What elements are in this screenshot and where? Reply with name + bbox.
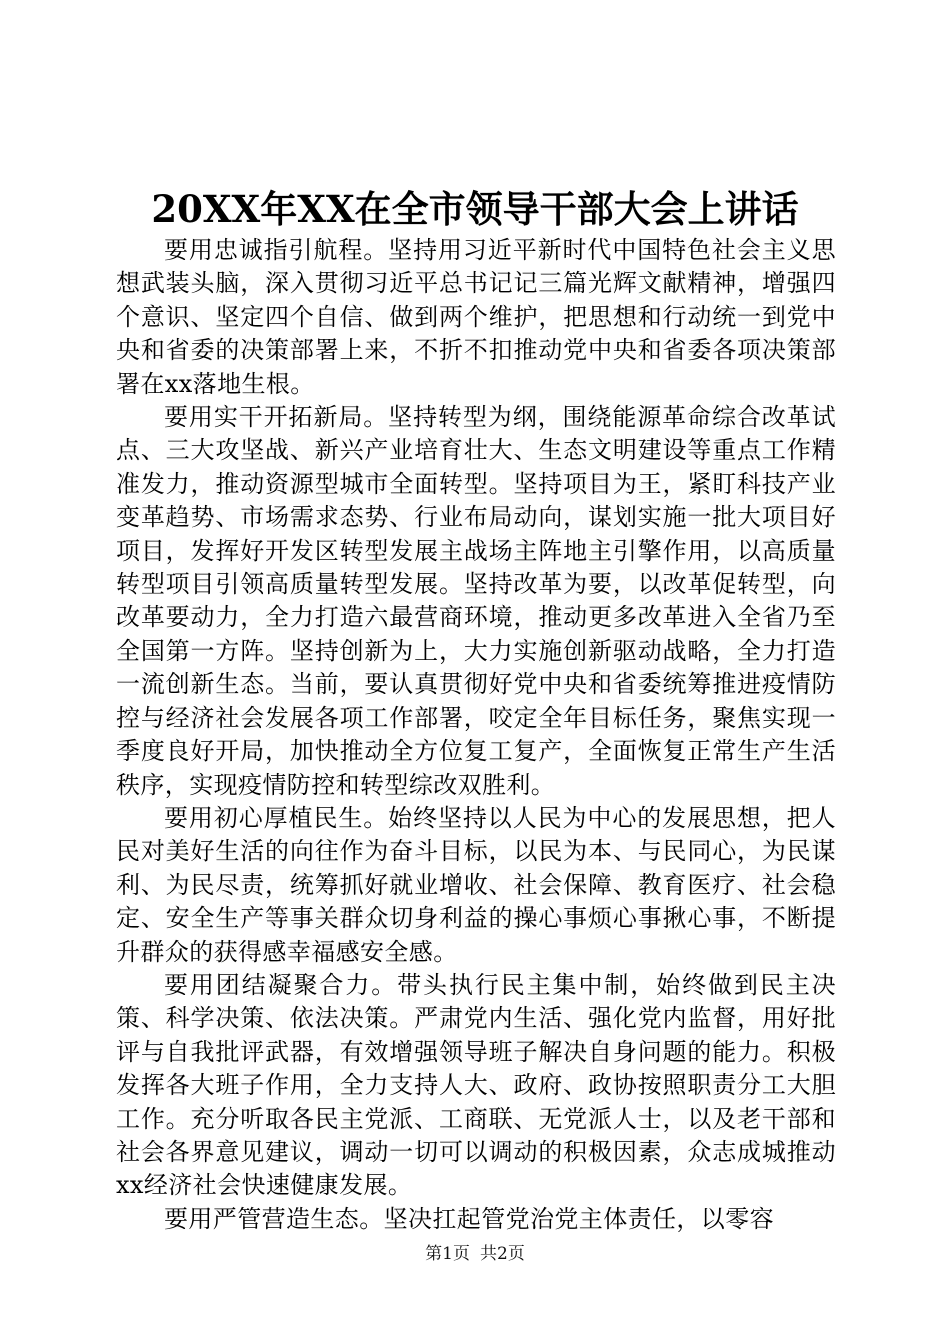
page-footer: [0, 1243, 950, 1265]
paragraph-strict-management: 要用严管营造生态。坚决扛起管党治党主体责任，以零容: [164, 1204, 774, 1233]
paragraph-livelihood: 要用初心厚植民生。始终坚持以人民为中心的发展思想，把人民对美好生活的向往作为奋斗目标，以民为本、与民同心，为民谋利、为民尽责，统筹抓好就业增收、社会保障、教育医疗、社会稳定、安全生产等事关群众切身利益的操心事烦心事揪心事，不断提升群众的获得感幸福感安全感。: [116, 803, 836, 966]
paragraph-practical-work: 要用实干开拓新局。坚持转型为纲，围绕能源革命综合改革试点、三大攻坚战、新兴产业培育壮大、生态文明建设等重点工作精准发力，推动资源型城市全面转型。坚持项目为王，紧盯科技产业变革趋势、市场需求态势、行业布局动向，谋划实施一批大项目好项目，发挥好开发区转型发展主战场主阵地主引擎作用，以高质量转型项目引领高质量转型发展。坚持改革为要，以改革促转型，向改革要动力，全力打造六最营商环境，推动更多改革进入全省乃至全国第一方阵。坚持创新为上，大力实施创新驱动战略，全力打造一流创新生态。当前，要认真贯彻好党中央和省委统筹推进疫情防控与经济社会发展各项工作部署，咬定全年目标任务，聚焦实现一季度良好开局，加快推动全方位复工复产，全面恢复正常生产生活秩序，实现疫情防控和转型综改双胜利。: [116, 403, 836, 799]
document-title: 20XX年XX在全市领导干部大会上讲话: [151, 187, 799, 231]
page-total: 共2页: [480, 1244, 525, 1264]
paragraph-unity: 要用团结凝聚合力。带头执行民主集中制，始终做到民主决策、科学决策、依法决策。严肃党内生活、强化党内监督，用好批评与自我批评武器，有效增强领导班子解决自身问题的能力。积极发挥各大班子作用，全力支持人大、政府、政协按照职责分工大胆工作。充分听取各民主党派、工商联、无党派人士，以及老干部和社会各界意见建议，调动一切可以调动的积极因素，众志成城推动xx经济社会快速健康发展。: [116, 970, 836, 1200]
page-number: 第1页: [425, 1244, 470, 1264]
paragraph-loyalty: 要用忠诚指引航程。坚持用习近平新时代中国特色社会主义思想武装头脑，深入贯彻习近平总书记记三篇光辉文献精神，增强四个意识、坚定四个自信、做到两个维护，把思想和行动统一到党中央和省委的决策部署上来，不折不扣推动党中央和省委各项决策部署在xx落地生根。: [116, 236, 836, 398]
document-body: [116, 234, 836, 1233]
